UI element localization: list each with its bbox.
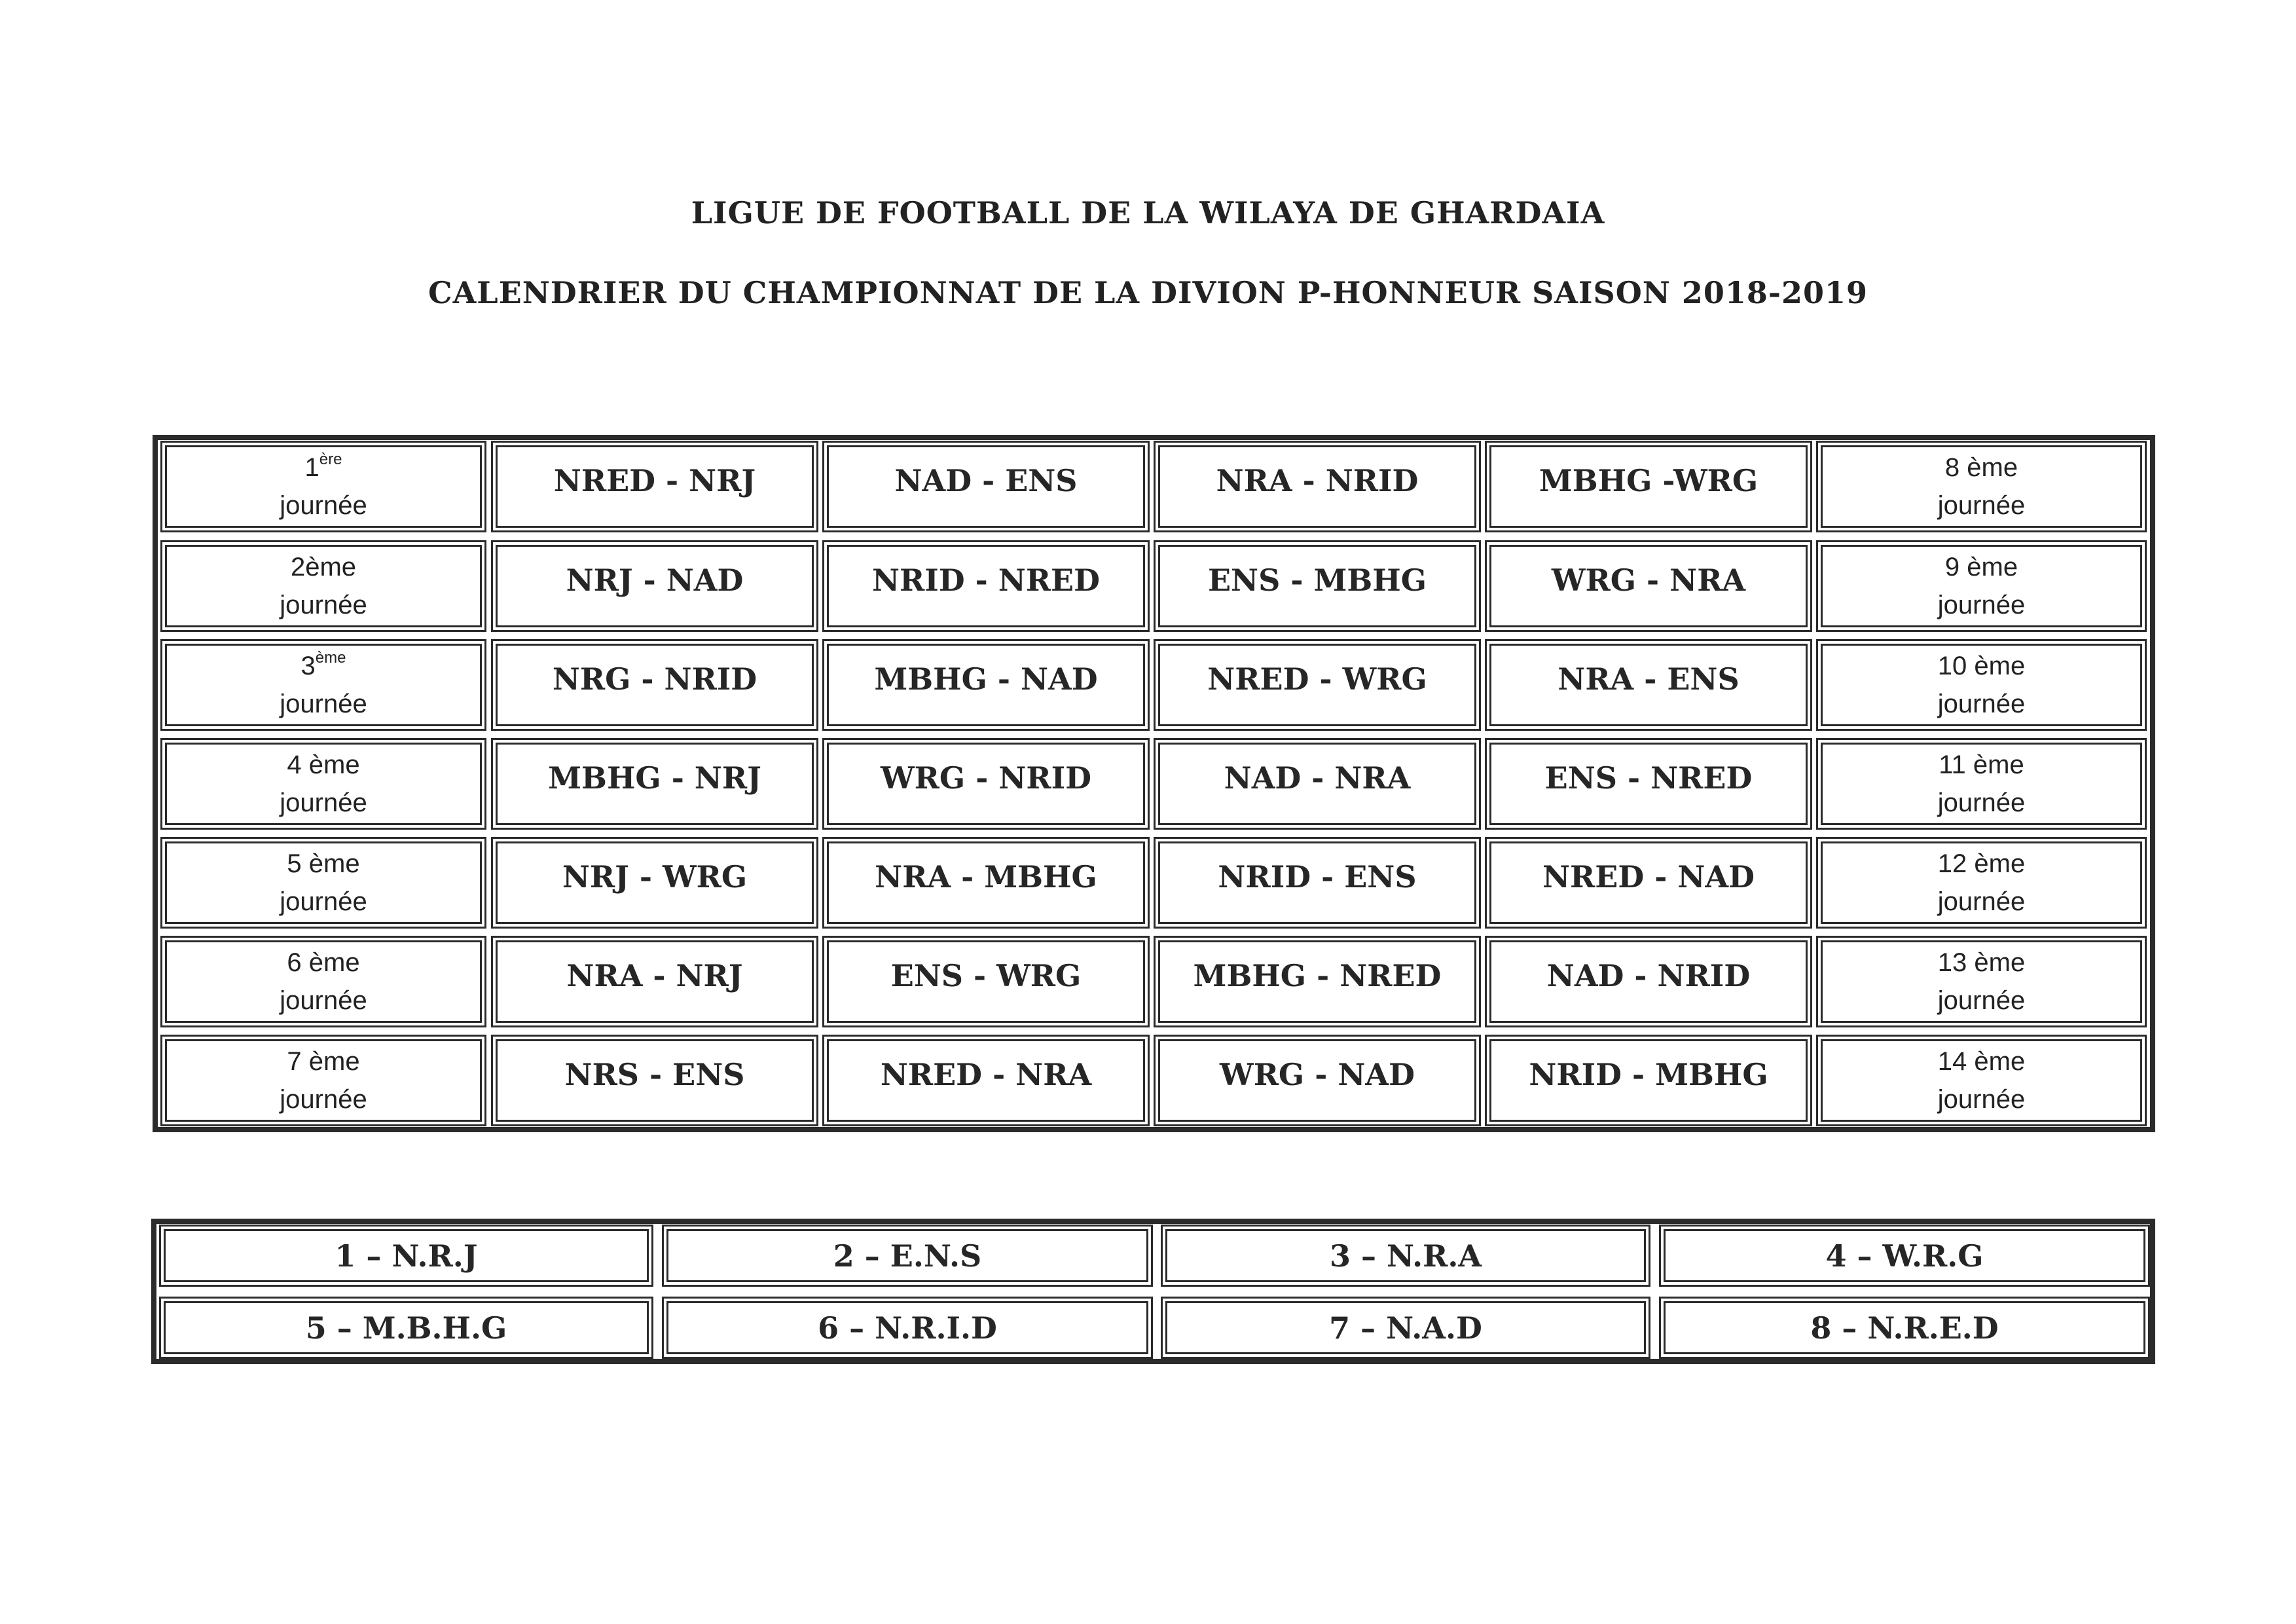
- day-label-first-leg: [160, 540, 486, 632]
- day-label-second-leg: [1816, 837, 2147, 929]
- day-number: 11 ème: [1939, 750, 2024, 779]
- day-word: journée: [280, 986, 367, 1015]
- day-number: 1: [304, 453, 319, 482]
- match-cell: NRED - NRJ: [491, 441, 818, 532]
- day-label-second-leg: [1816, 540, 2147, 632]
- team-legend-item: 2 – E.N.S: [662, 1225, 1153, 1287]
- day-word: journée: [1937, 690, 2026, 718]
- day-number: 12 ème: [1937, 849, 2026, 878]
- day-word: journée: [280, 591, 367, 619]
- day-number: 7 ème: [287, 1047, 360, 1076]
- match-cell: NRID - NRED: [822, 540, 1150, 632]
- match-cell: NRA - NRID: [1154, 441, 1481, 532]
- day-label-second-leg: [1816, 738, 2147, 830]
- day-number: 10 ème: [1937, 652, 2026, 680]
- day-label-first-leg: [160, 738, 486, 830]
- team-legend-item: 3 – N.R.A: [1161, 1225, 1650, 1287]
- day-word: journée: [1937, 591, 2026, 619]
- match-cell: MBHG - NAD: [822, 639, 1150, 731]
- day-number: 14 ème: [1937, 1047, 2026, 1076]
- match-cell: NRS - ENS: [491, 1035, 818, 1126]
- match-cell: NRJ - WRG: [491, 837, 818, 929]
- day-word: journée: [280, 491, 367, 520]
- day-word: journée: [1937, 986, 2026, 1015]
- match-cell: NRA - ENS: [1485, 639, 1812, 731]
- day-word: journée: [280, 690, 367, 718]
- day-word: journée: [280, 1085, 367, 1114]
- day-number: 5 ème: [287, 849, 360, 878]
- day-word: journée: [1937, 788, 2026, 817]
- day-number: 13 ème: [1937, 948, 2026, 977]
- day-number: 9 ème: [1944, 553, 2018, 581]
- day-label-second-leg: [1816, 1035, 2147, 1126]
- day-label-first-leg: [160, 441, 486, 532]
- day-ordinal-suffix: ère: [319, 451, 342, 468]
- match-cell: MBHG - NRED: [1154, 936, 1481, 1027]
- day-label-first-leg: [160, 1035, 486, 1126]
- day-label-first-leg: [160, 837, 486, 929]
- match-cell: WRG - NRID: [822, 738, 1150, 830]
- day-ordinal-suffix: ème: [315, 649, 346, 667]
- match-cell: ENS - MBHG: [1154, 540, 1481, 632]
- day-word: journée: [1937, 491, 2026, 520]
- day-number: 6 ème: [287, 948, 360, 977]
- team-legend-item: 5 – M.B.H.G: [159, 1297, 653, 1359]
- day-label-first-leg: [160, 936, 486, 1027]
- team-legend-item: 7 – N.A.D: [1161, 1297, 1650, 1359]
- team-legend-item: 4 – W.R.G: [1659, 1225, 2150, 1287]
- match-cell: WRG - NAD: [1154, 1035, 1481, 1126]
- match-cell: NRG - NRID: [491, 639, 818, 731]
- match-cell: NAD - NRA: [1154, 738, 1481, 830]
- team-legend-item: 8 – N.R.E.D: [1659, 1297, 2150, 1359]
- day-word: journée: [280, 788, 367, 817]
- team-legend-item: 6 – N.R.I.D: [662, 1297, 1153, 1359]
- day-label-second-leg: [1816, 639, 2147, 731]
- day-word: journée: [1937, 887, 2026, 916]
- day-label-second-leg: [1816, 441, 2147, 532]
- day-number: 3: [301, 652, 316, 680]
- match-cell: NRED - NAD: [1485, 837, 1812, 929]
- league-title: LIGUE DE FOOTBALL DE LA WILAYA DE GHARDAIA: [691, 195, 1605, 231]
- calendar-subtitle: CALENDRIER DU CHAMPIONNAT DE LA DIVION P-HONNEUR SAISON 2018-2019: [428, 275, 1868, 310]
- match-cell: ENS - WRG: [822, 936, 1150, 1027]
- match-cell: NRED - NRA: [822, 1035, 1150, 1126]
- match-cell: NRED - WRG: [1154, 639, 1481, 731]
- day-number: 2ème: [290, 553, 357, 581]
- day-label-second-leg: [1816, 936, 2147, 1027]
- match-cell: ENS - NRED: [1485, 738, 1812, 830]
- match-cell: MBHG -WRG: [1485, 441, 1812, 532]
- match-cell: NAD - NRID: [1485, 936, 1812, 1027]
- match-cell: NRID - ENS: [1154, 837, 1481, 929]
- match-cell: NAD - ENS: [822, 441, 1150, 532]
- match-cell: MBHG - NRJ: [491, 738, 818, 830]
- match-cell: NRA - NRJ: [491, 936, 818, 1027]
- day-number: 4 ème: [287, 750, 360, 779]
- match-cell: NRA - MBHG: [822, 837, 1150, 929]
- match-cell: NRJ - NAD: [491, 540, 818, 632]
- day-label-first-leg: [160, 639, 486, 731]
- day-word: journée: [280, 887, 367, 916]
- team-legend-item: 1 – N.R.J: [159, 1225, 653, 1287]
- day-number: 8 ème: [1944, 453, 2018, 482]
- match-cell: WRG - NRA: [1485, 540, 1812, 632]
- day-word: journée: [1937, 1085, 2026, 1114]
- match-cell: NRID - MBHG: [1485, 1035, 1812, 1126]
